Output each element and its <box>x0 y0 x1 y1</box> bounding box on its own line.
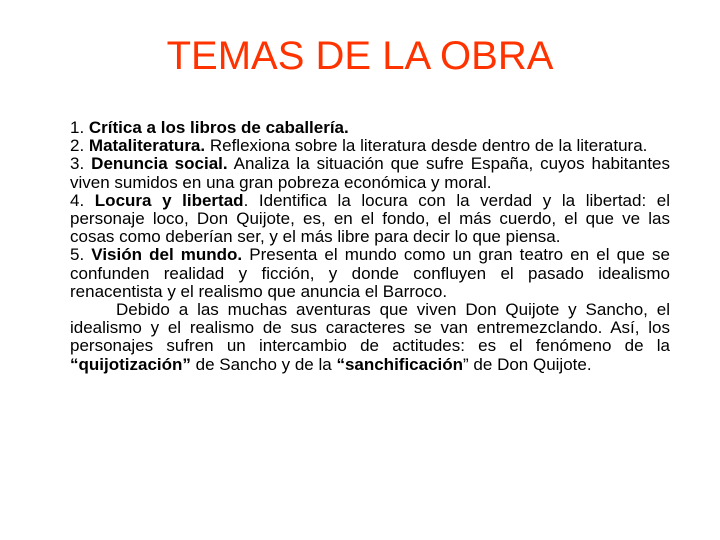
item-text: Presenta el mundo como un gran teatro en el que se confunden realidad y ficción, y donde confluyen el pasado idealismo renacentista y el realismo que anuncia el Barroco. <box>70 245 670 301</box>
item-heading: Denuncia social. <box>91 154 228 174</box>
theme-item-5 <box>70 246 670 301</box>
item-number: 3. <box>70 154 92 174</box>
item-heading: Mataliteratura. <box>88 136 206 156</box>
item-number: 2. <box>70 136 89 156</box>
item-text: Analiza la situación que sufre España, cuyos habitantes viven sumidos en una gran pobreza económica y moral. <box>70 154 670 192</box>
closing-paragraph: Debido a las muchas aventuras que viven Don Quijote y Sancho, el idealismo y el realismo de sus caracteres se van entremezclando. Así, los personajes sufren un intercambio de actitudes: es el fenómeno de la “quijotización” de Sancho y de la “sanchificación” de Don Quijote. <box>70 300 670 374</box>
item-text: Reflexiona sobre la literatura desde dentro de la literatura. <box>205 136 648 156</box>
item-number: 1. <box>70 118 89 137</box>
item-number: 5. <box>70 245 92 265</box>
body-text <box>70 119 670 374</box>
theme-item-1 <box>70 119 670 137</box>
theme-item-2 <box>70 137 670 155</box>
slide-title: TEMAS DE LA OBRA <box>166 34 554 78</box>
item-heading: Crítica a los libros de caballería. <box>88 118 349 137</box>
item-number: 4. <box>70 190 95 210</box>
theme-item-4 <box>70 192 670 247</box>
item-heading: Locura y libertad <box>94 190 244 210</box>
theme-item-3 <box>70 155 670 191</box>
item-heading: Visión del mundo. <box>91 245 243 265</box>
sanchificacion-term: “sanchificación <box>336 354 464 374</box>
item-text: . Identifica la locura con la verdad y la libertad: el personaje loco, Don Quijote, es, en el fondo, el más cuerdo, el que ve las cosas como deberían ser, y el más libre para decir lo que piensa. <box>70 190 671 247</box>
quijotizacion-term: “quijotización” <box>70 354 191 374</box>
